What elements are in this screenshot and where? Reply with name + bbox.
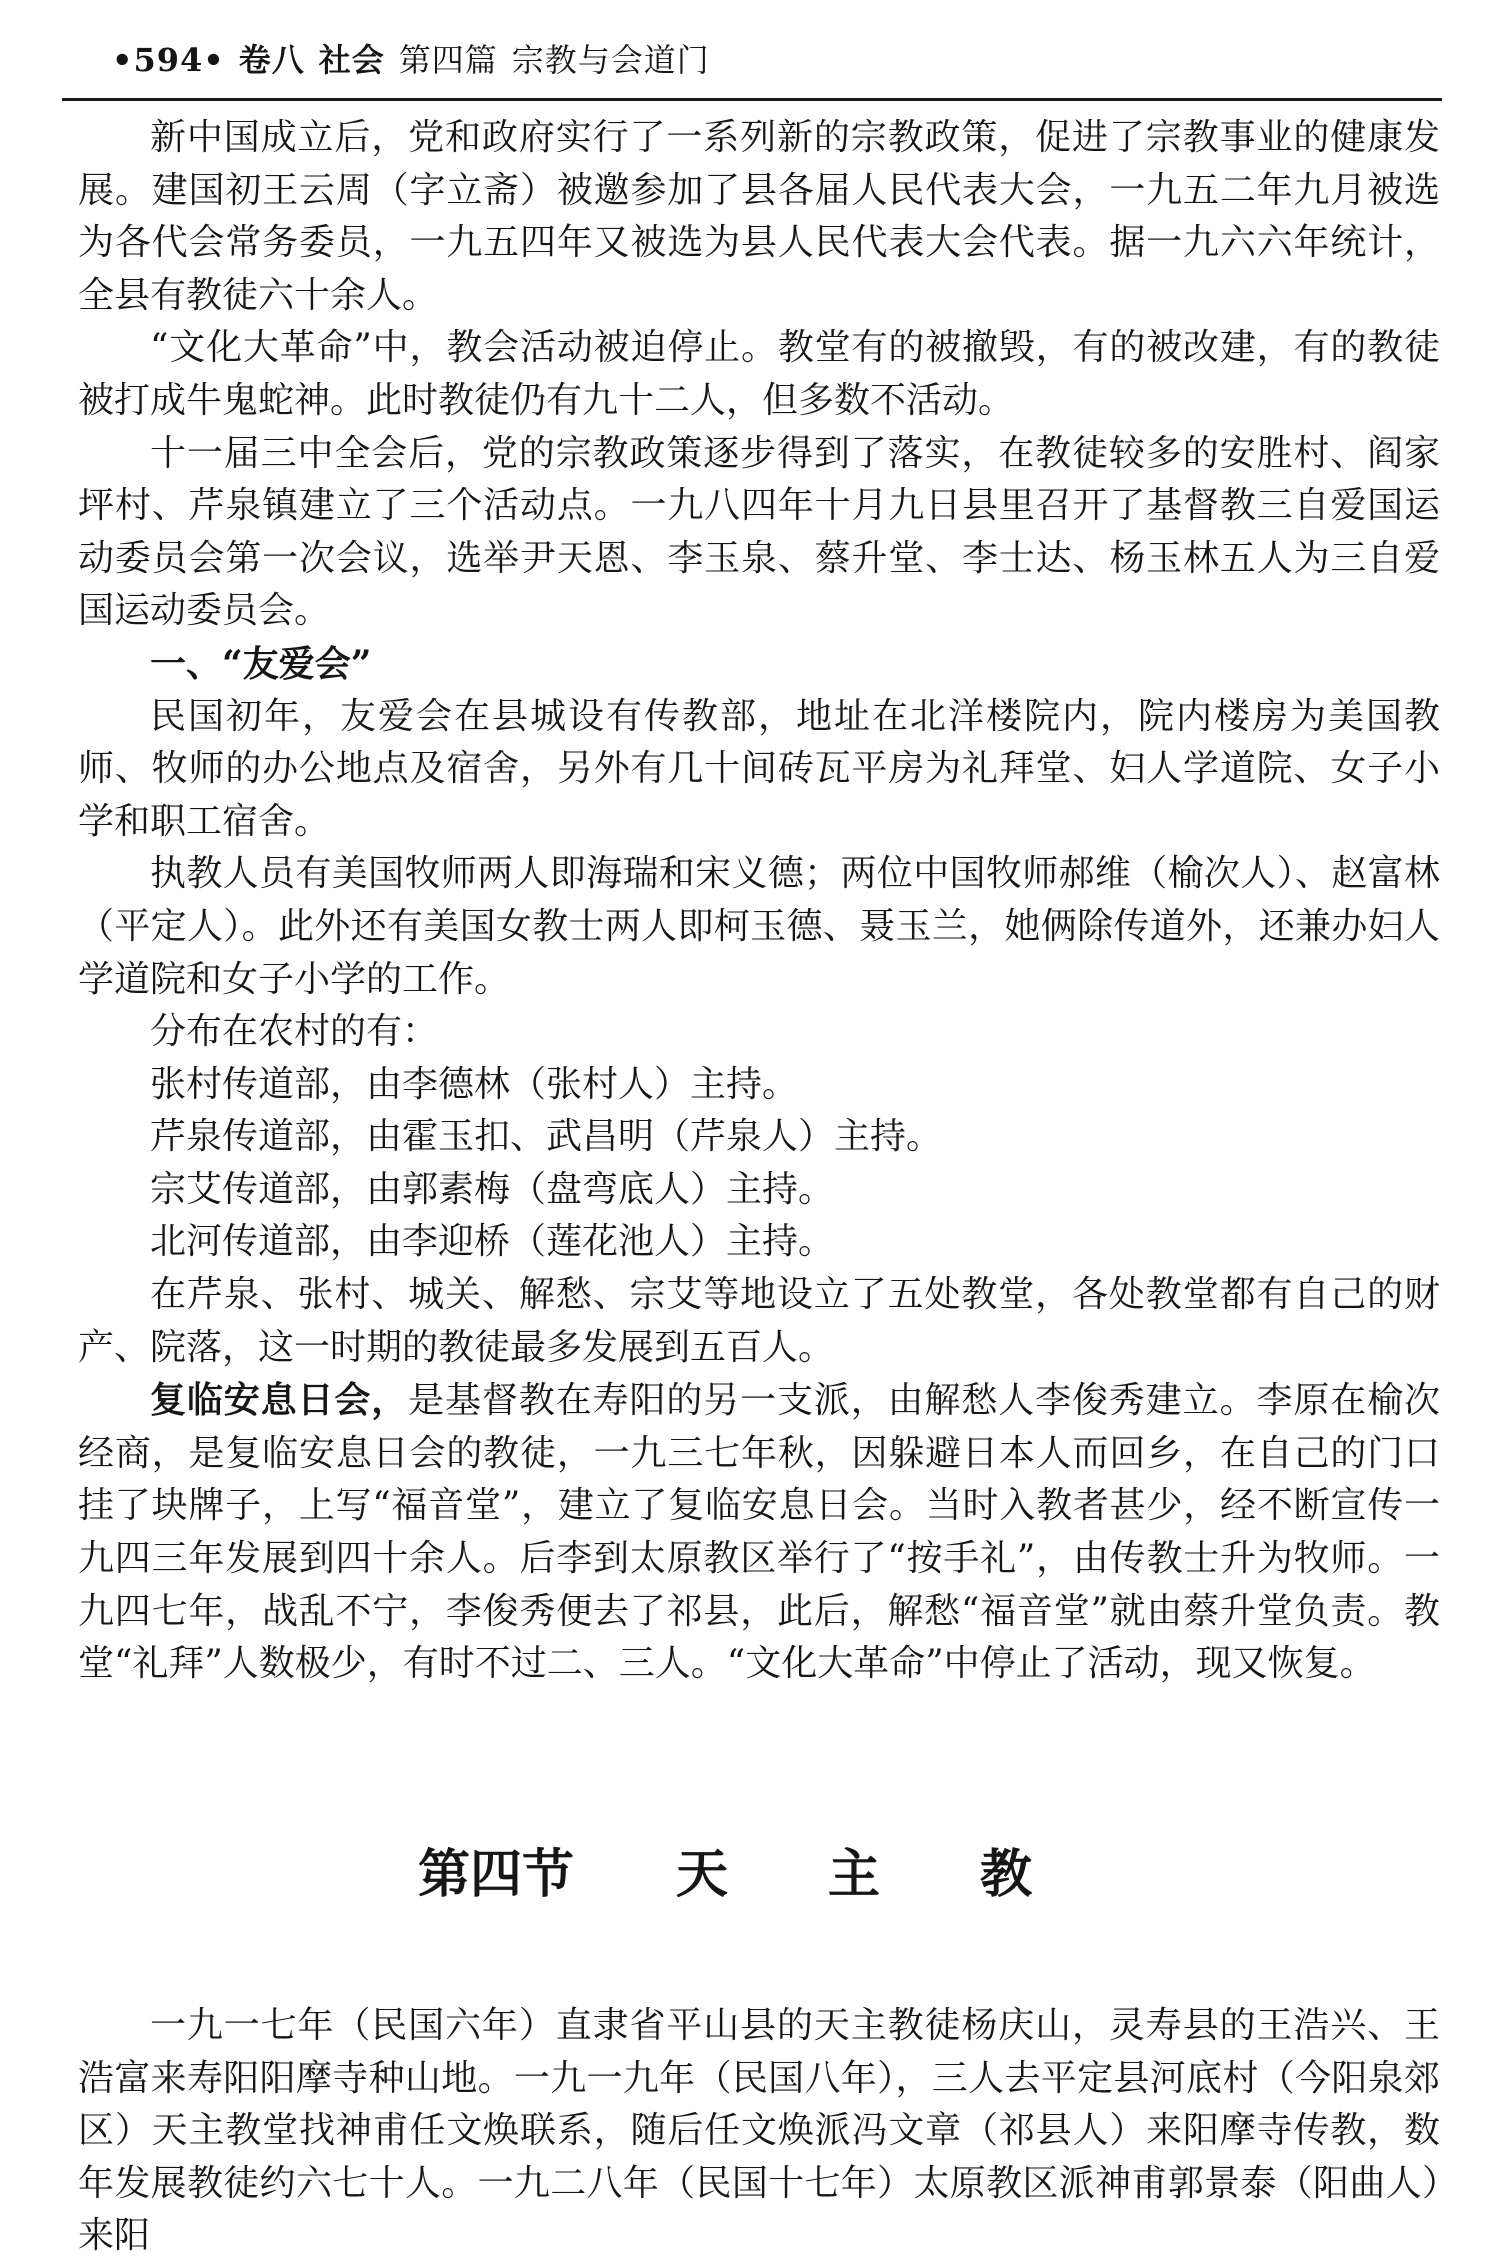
paragraph: 执教人员有美国牧师两人即海瑞和宋义德；两位中国牧师郝维（榆次人）、赵富林（平定人）。此外还有美国女教士两人即柯玉德、聂玉兰，她俩除传道外，还兼办妇人学道院和女子小学的工作。 [78, 853, 1440, 1000]
section-title [0, 1840, 1500, 1910]
body-text-upper [78, 112, 1440, 1691]
fulin-text: 是基督教在寿阳的另一支派，由解愁人李俊秀建立。李原在榆次经商，是复临安息日会的教徒，一九三七年秋，因躲避日本人而回乡，在自己的门口挂了块牌子，上写“福音堂”，建立了复临安息日会。当时入教者甚少，经不断宣传一九四三年发展到四十余人。后李到太原教区举行了“按手礼”，由传教士升为牧师。一九四七年，战乱不宁，李俊秀便去了祁县，此后，解愁“福音堂”就由蔡升堂负责。教堂“礼拜”人数极少，有时不过二、三人。“文化大革命”中停止了活动，现又恢复。 [78, 1380, 1440, 1685]
list-item: 张村传道部，由李德林（张村人）主持。 [150, 1063, 799, 1105]
part-label: 社会 [318, 41, 385, 79]
paragraph: 民国初年，友爱会在县城设有传教部，地址在北洋楼院内，院内楼房为美国教师、牧师的办公地点及宿舍，另外有几十间砖瓦平房为礼拜堂、妇人学道院、女子小学和职工宿舍。 [78, 695, 1440, 842]
chapter-title: 宗教与会道门 [511, 41, 710, 79]
section-title-char: 天 [675, 1844, 728, 1905]
paragraph: “文化大革命”中，教会活动被迫停止。教堂有的被撤毁，有的被改建，有的教徒被打成牛鬼蛇神。此时教徒仍有九十二人，但多数不活动。 [78, 327, 1440, 421]
list-item: 北河传道部，由李迎桥（莲花池人）主持。 [150, 1221, 835, 1263]
page-number: •594• [112, 41, 225, 79]
subsection-heading: 一、“友爱会” [150, 642, 372, 685]
list-item: 芹泉传道部，由霍玉扣、武昌明（芹泉人）主持。 [150, 1116, 943, 1158]
section-title-char: 教 [980, 1844, 1033, 1905]
body-text-lower [78, 2000, 1440, 2263]
paragraph: 分布在农村的有： [150, 1011, 439, 1053]
paragraph: 十一届三中全会后，党的宗教政策逐步得到了落实，在教徒较多的安胜村、阎家坪村、芹泉镇建立了三个活动点。一九八四年十月九日县里召开了基督教三自爱国运动委员会第一次会议，选举尹天恩、李玉泉、蔡升堂、李士达、杨玉林五人为三自爱国运动委员会。 [78, 432, 1440, 632]
paragraph: 一九一七年（民国六年）直隶省平山县的天主教徒杨庆山，灵寿县的王浩兴、王浩富来寿阳阳摩寺种山地。一九一九年（民国八年），三人去平定县河底村（今阳泉郊区）天主教堂找神甫任文焕联系，随后任文焕派冯文章（祁县人）来阳摩寺传教，数年发展教徒约六七十人。一九二八年（民国十七年）太原教区派神甫郭景泰（阳曲人）来阳 [78, 2005, 1440, 2257]
header-rule [62, 98, 1442, 101]
fulin-lead: 复临安息日会， [150, 1379, 409, 1422]
volume-label: 卷八 [238, 41, 305, 79]
chapter-label: 第四篇 [398, 41, 498, 79]
paragraph: 在芹泉、张村、城关、解愁、宗艾等地设立了五处教堂，各处教堂都有自己的财产、院落，这一时期的教徒最多发展到五百人。 [78, 1274, 1440, 1368]
paragraph: 新中国成立后，党和政府实行了一系列新的宗教政策，促进了宗教事业的健康发展。建国初王云周（字立斋）被邀参加了县各届人民代表大会，一九五二年九月被选为各代会常务委员，一九五四年又被选为县人民代表大会代表。据一九六六年统计，全县有教徒六十余人。 [78, 117, 1440, 316]
list-item: 宗艾传道部，由郭素梅（盘弯底人）主持。 [150, 1168, 835, 1210]
section-title-char: 主 [828, 1844, 881, 1905]
section-number: 第四节 [417, 1844, 574, 1905]
running-header [112, 36, 724, 84]
paragraph-fulin [78, 1374, 1440, 1691]
